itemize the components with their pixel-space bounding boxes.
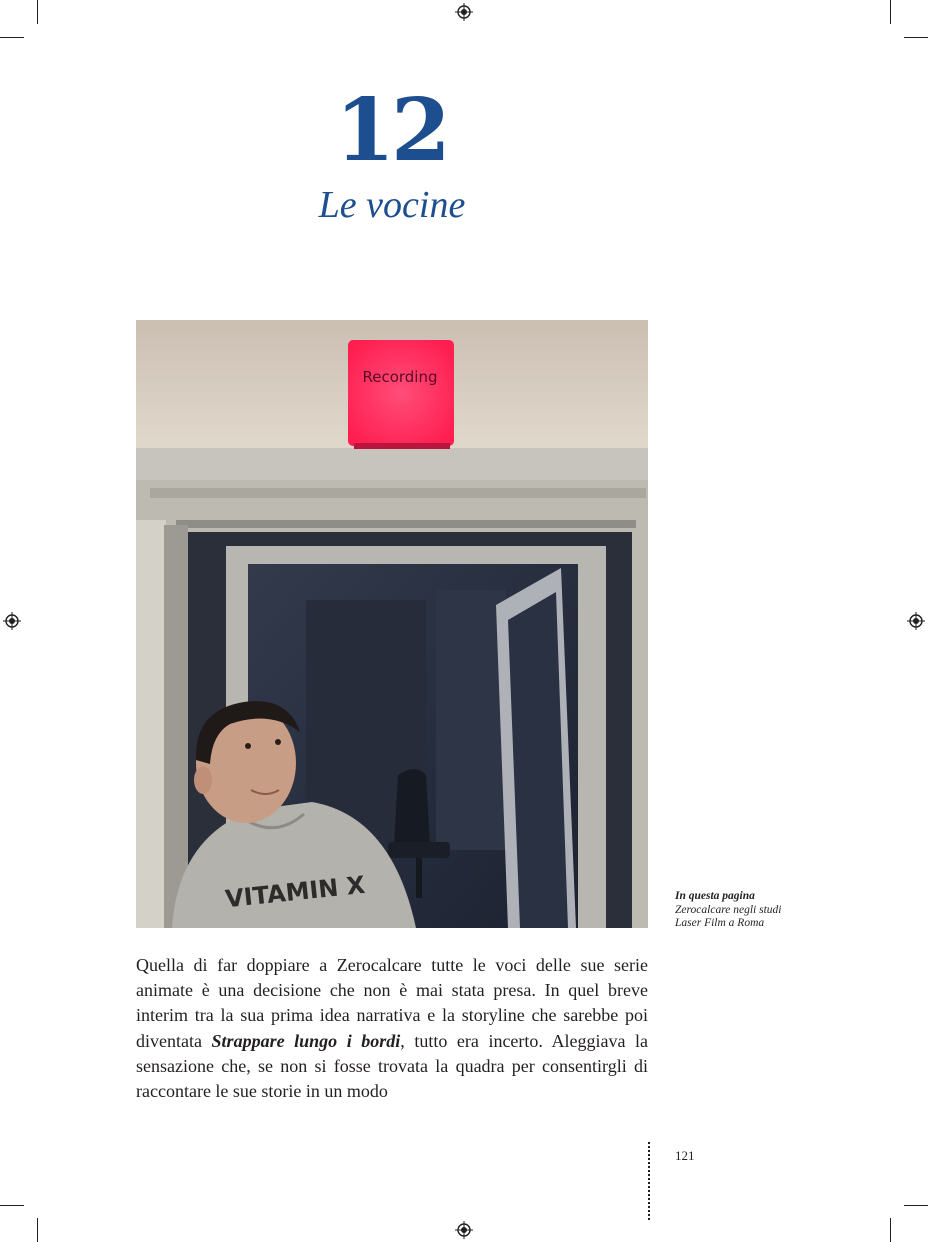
folio-divider xyxy=(648,1142,650,1220)
chapter-title: Le vocine xyxy=(318,184,466,226)
registration-mark-icon xyxy=(907,612,925,630)
sweatshirt-print: VITAMIN X xyxy=(223,870,367,914)
crop-mark xyxy=(890,0,891,24)
body-text-part: Quella di far doppiare a Zerocalcare tutte le voci delle sue serie animate è una decisione che non è mai stata presa. In quel breve interim tra la sua prima idea narrativa e la storyline che sarebbe poi diventata xyxy=(136,955,648,1051)
crop-mark xyxy=(0,37,24,38)
crop-mark xyxy=(890,1218,891,1242)
recording-sign-text: Recording xyxy=(362,368,438,386)
registration-mark-icon xyxy=(455,1221,473,1239)
body-paragraph xyxy=(136,953,648,1104)
chapter-number: 12 xyxy=(335,80,447,181)
body-text-part: , tutto era incerto. Aleggiava la sensazione che, se non si fosse trovata la quadra per consentirgli di raccontare le sue storie in un modo xyxy=(136,1030,649,1102)
photo-caption xyxy=(675,890,875,931)
crop-mark xyxy=(904,37,928,38)
caption-line: Zerocalcare negli studi xyxy=(675,903,782,916)
book-title-emphasis: Strappare lungo i bordi xyxy=(211,1030,401,1051)
crop-mark xyxy=(904,1205,928,1206)
chapter-photo xyxy=(136,320,648,928)
crop-mark xyxy=(37,1218,38,1242)
registration-mark-icon xyxy=(3,612,21,630)
crop-mark xyxy=(0,1205,24,1206)
caption-title: In questa pagina xyxy=(675,890,755,902)
crop-mark xyxy=(37,0,38,24)
recording-studio-illustration xyxy=(136,320,648,928)
page-number: 121 xyxy=(675,1148,695,1163)
registration-mark-icon xyxy=(455,3,473,21)
caption-line: Laser Film a Roma xyxy=(675,917,765,929)
